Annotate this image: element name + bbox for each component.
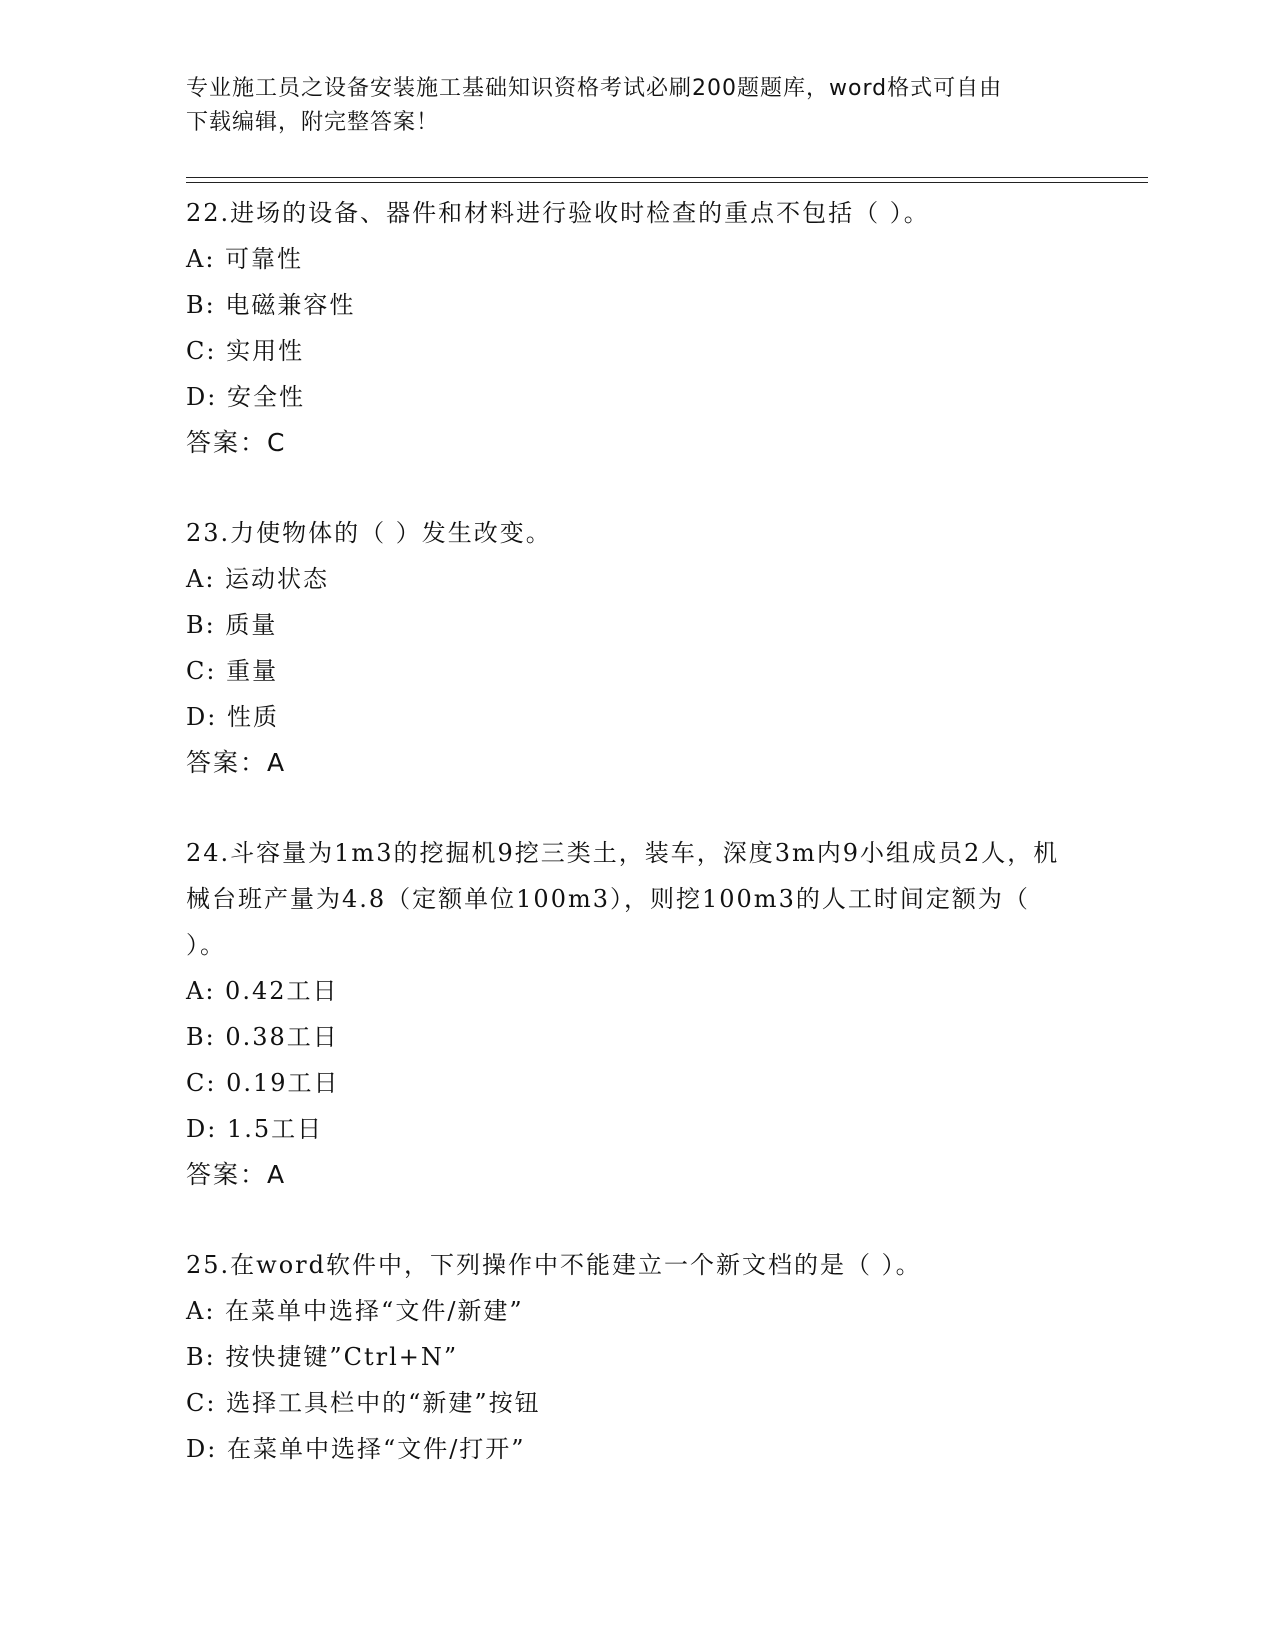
header-line-2: 下载编辑，附完整答案！ <box>186 110 440 135</box>
header-divider-bottom <box>186 182 1148 183</box>
option-d: D: 在菜单中选择“文件/打开” <box>186 1435 526 1463</box>
question-stem: 25.在word软件中，下列操作中不能建立一个新文档的是（ ）。 <box>186 1251 922 1279</box>
question-22 <box>186 190 1086 466</box>
option-b: B: 电磁兼容性 <box>186 291 356 319</box>
option-c: C: 0.19工日 <box>186 1069 340 1097</box>
option-c: C: 重量 <box>186 657 279 685</box>
option-a: A: 可靠性 <box>186 245 304 273</box>
question-23 <box>186 510 1086 786</box>
answer-text: 答案：A <box>186 748 287 777</box>
header-divider-top <box>186 177 1148 178</box>
question-stem: 22.进场的设备、器件和材料进行验收时检查的重点不包括（ ）。 <box>186 199 930 227</box>
answer-text: 答案：A <box>186 1160 287 1189</box>
document-header <box>186 72 1086 140</box>
option-b: B: 0.38工日 <box>186 1023 339 1051</box>
option-c: C: 实用性 <box>186 337 305 365</box>
header-line-1: 专业施工员之设备安装施工基础知识资格考试必刷200题题库，word格式可自由 <box>186 76 1003 101</box>
option-a: A: 运动状态 <box>186 565 330 593</box>
option-a: A: 在菜单中选择“文件/新建” <box>186 1297 524 1325</box>
option-b: B: 质量 <box>186 611 278 639</box>
option-d: D: 性质 <box>186 703 279 731</box>
question-24 <box>186 830 1086 1198</box>
option-d: D: 1.5工日 <box>186 1115 324 1143</box>
question-list <box>186 190 1086 1516</box>
question-25 <box>186 1242 1086 1472</box>
option-a: A: 0.42工日 <box>186 977 339 1005</box>
answer-text: 答案：C <box>186 428 287 457</box>
option-d: D: 安全性 <box>186 383 305 411</box>
option-c: C: 选择工具栏中的“新建”按钮 <box>186 1389 541 1417</box>
question-stem: 24.斗容量为1m3的挖掘机9挖三类土，装车，深度3m内9小组成员2人，机械台班产量为4.8（定额单位100m3），则挖100m3的人工时间定额为（ ）。 <box>186 839 1060 959</box>
option-b: B: 按快捷键”Ctrl+N” <box>186 1343 459 1371</box>
question-stem: 23.力使物体的（ ）发生改变。 <box>186 519 552 547</box>
